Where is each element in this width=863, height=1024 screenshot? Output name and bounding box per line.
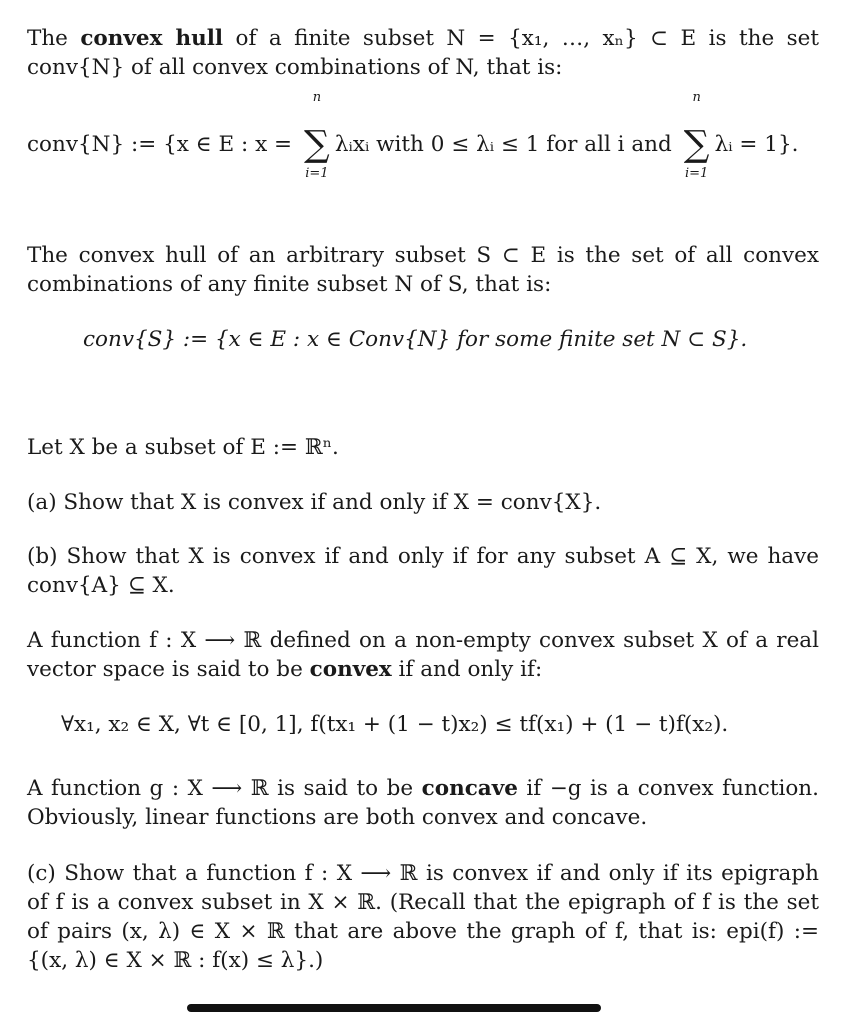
exercise-part-b: (b) Show that X is convex if and only if for any subset A ⊆ X, we have conv{A} ⊆ X. [27, 544, 819, 598]
equation-middle: λᵢxᵢ with 0 ≤ λᵢ ≤ 1 for all i and [334, 132, 679, 157]
convex-function-definition [27, 626, 819, 684]
term-convex-hull: convex hull [80, 26, 224, 51]
equation-conv-S: conv{S} := {x ∈ E : x ∈ Conv{N} for some finite set N ⊂ S}. [83, 327, 748, 352]
concave-function-definition [27, 774, 819, 832]
term-convex: convex [309, 657, 392, 682]
equation-lhs: conv{N} := {x ∈ E : x = [27, 132, 299, 157]
summation-upper-limit: n [312, 90, 322, 105]
equation-conv-N [27, 90, 799, 181]
exercise-part-a: (a) Show that X is convex if and only if X = conv{X}. [27, 490, 602, 515]
convex-hull-definition [27, 24, 819, 82]
arbitrary-subset-definition: The convex hull of an arbitrary subset S ⊂ E is the set of all convex combinations of any finite subset N of S, that is: [27, 243, 819, 297]
summation-lower-limit: i=1 [305, 166, 329, 181]
summation-symbol: ∑ [683, 124, 710, 165]
let-x-statement: Let X be a subset of E := ℝⁿ. [27, 435, 339, 460]
text-run: if and only if: [391, 657, 543, 682]
exercise-part-c: (c) Show that a function f : X ⟶ ℝ is convex if and only if its epigraph of f is a convex subset in X × ℝ. (Recall that the epigraph of f is the set of pairs (x, λ) ∈ X × ℝ that are above the graph of f, that is: epi(f) := {(x, λ) ∈ X × ℝ : f(x) ≤ λ}.) [27, 861, 819, 973]
equation-convexity: ∀x₁, x₂ ∈ X, ∀t ∈ [0, 1], f(tx₁ + (1 − t)x₂) ≤ tf(x₁) + (1 − t)f(x₂). [61, 712, 729, 737]
text-run: if −g is a convex function. Obviously, linear functions are both convex and concave. [27, 776, 819, 830]
equation-rhs: λᵢ = 1}. [714, 132, 799, 157]
summation-1 [299, 90, 335, 181]
summation-2 [679, 90, 715, 181]
summation-lower-limit: i=1 [684, 166, 709, 181]
text-run: The [27, 26, 81, 51]
summation-upper-limit: n [692, 90, 701, 105]
text-run: of a finite subset N = {x₁, …, xₙ} ⊂ E is the set conv{N} of all convex combinations of N, that is: [27, 26, 819, 80]
term-concave: concave [421, 776, 518, 801]
home-indicator-bar[interactable] [187, 1004, 601, 1012]
text-run: A function g : X ⟶ ℝ is said to be [27, 776, 422, 801]
text-run: A function f : X ⟶ ℝ defined on a non-empty convex subset X of a real vector space is said to be [27, 628, 819, 682]
summation-symbol: ∑ [304, 124, 330, 165]
